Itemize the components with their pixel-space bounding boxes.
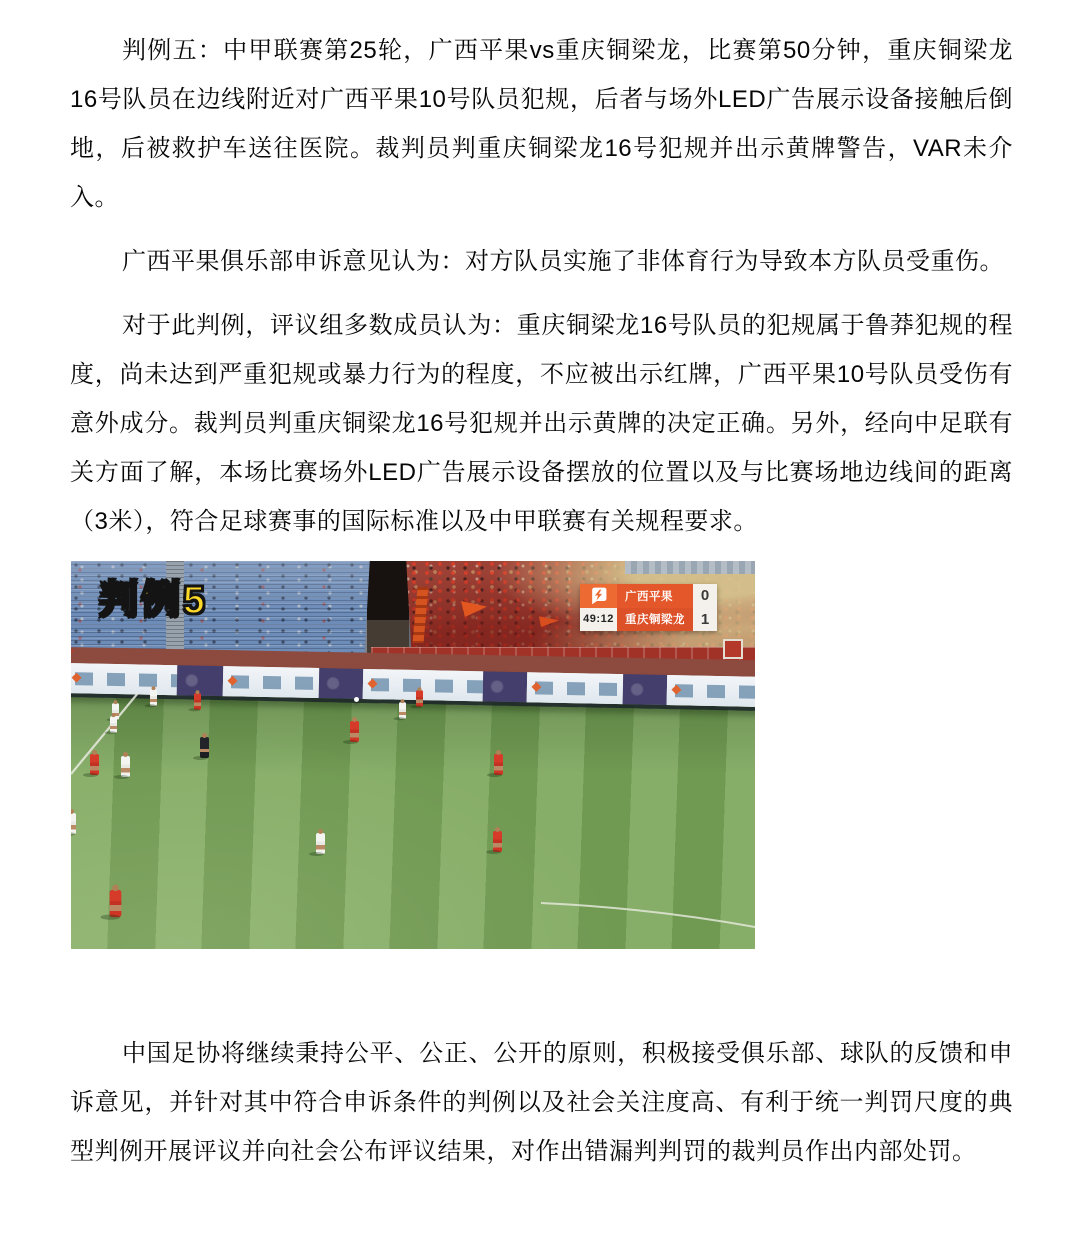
player-red <box>350 721 359 742</box>
ad-board-panel <box>223 666 320 698</box>
ball <box>354 697 359 702</box>
player-red <box>493 831 502 852</box>
league-logo-icon <box>580 584 617 608</box>
player-red <box>416 690 423 706</box>
case-label: 判例5 <box>99 579 208 622</box>
ad-board-panel <box>483 671 528 702</box>
upper-tier-seats <box>625 561 755 574</box>
player-white <box>71 813 76 834</box>
paragraph-club-appeal: 广西平果俱乐部申诉意见认为：对方队员实施了非体育行为导致本方队员受重伤。 <box>122 248 1004 275</box>
ad-board-panel <box>71 663 177 695</box>
player-red <box>90 754 99 775</box>
player-white <box>316 833 325 854</box>
referee <box>200 737 209 758</box>
pitch <box>71 667 755 949</box>
match-photo <box>71 561 755 949</box>
player-red <box>110 890 122 917</box>
away-team-score: 1 <box>693 608 717 632</box>
fan-banner <box>723 639 743 659</box>
paragraph-cfa-statement: 中国足协将继续秉持公平、公正、公开的原则，积极接受俱乐部、球队的反馈和申诉意见，并针对其中符合申诉条件的判例以及社会关注度高、有利于统一判罚尺度的典型判例开展评议并向社会公布评议结果，对作出错漏判判罚的裁判员作出内部处罚。 <box>70 1040 1013 1165</box>
ad-board-panel <box>667 675 755 707</box>
ad-board-panel <box>177 665 224 696</box>
player-red <box>194 693 201 709</box>
ad-board-panel <box>623 674 668 705</box>
player-white <box>110 716 117 732</box>
scoreboard <box>580 584 717 631</box>
player-red <box>494 754 503 775</box>
paragraph-case-description: 判例五：中甲联赛第25轮，广西平果vs重庆铜梁龙，比赛第50分钟，重庆铜梁龙16号队员在边线附近对广西平果10号队员犯规，后者与场外LED广告展示设备接触后倒地，后被救护车送往医院。裁判员判重庆铜梁龙16号犯规并出示黄牌警告，VAR未介入。 <box>70 37 1013 211</box>
player-white <box>121 756 130 777</box>
away-team-name: 重庆铜梁龙 <box>617 608 693 632</box>
ad-board-panel <box>527 672 624 704</box>
home-team-name: 广西平果 <box>617 584 693 608</box>
ad-board-panel <box>319 668 364 699</box>
home-team-score: 0 <box>693 584 717 608</box>
player-white <box>150 689 157 705</box>
paragraph-panel-opinion: 对于此判例，评议组多数成员认为：重庆铜梁龙16号队员的犯规属于鲁莽犯规的程度，尚未达到严重犯规或暴力行为的程度，不应被出示红牌，广西平果10号队员受伤有意外成分。裁判员判重庆铜梁龙16号犯规并出示黄牌的决定正确。另外，经向中足联有关方面了解，本场比赛场外LED广告展示设备摆放的位置以及与比赛场地边线间的距离（3米），符合足球赛事的国际标准以及中甲联赛有关规程要求。 <box>70 312 1013 535</box>
match-clock: 49:12 <box>580 608 617 632</box>
article <box>70 0 1013 1191</box>
player-white <box>399 702 406 718</box>
